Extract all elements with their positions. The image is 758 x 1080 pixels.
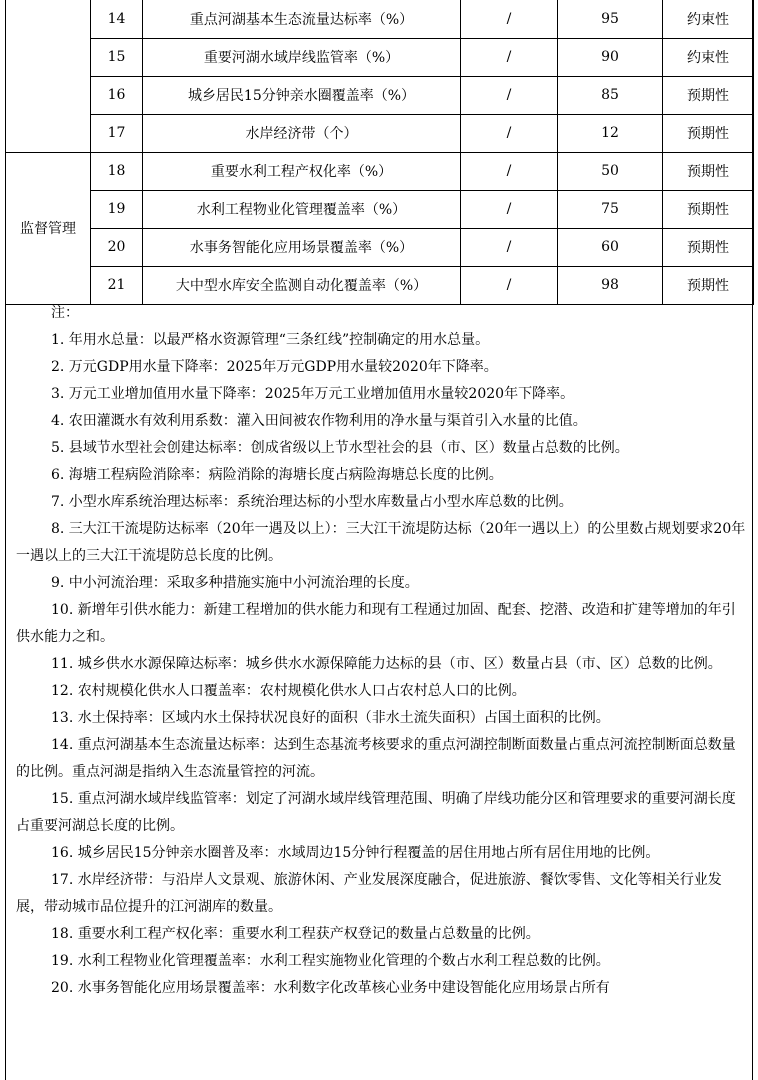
target-value: 98: [558, 266, 663, 304]
indicator-name: 重要河湖水域岸线监管率（%）: [143, 38, 461, 76]
baseline-value: /: [461, 76, 558, 114]
table-row: [6, 190, 754, 228]
baseline-value: /: [461, 190, 558, 228]
note-item: 17. 水岸经济带：与沿岸人文景观、旅游休闲、产业发展深度融合，促进旅游、餐饮零售、文化等相关行业发展，带动城市品位提升的江河湖库的数量。: [16, 872, 722, 915]
note-item: 9. 中小河流治理：采取多种措施实施中小河流治理的长度。: [51, 575, 419, 591]
note-item: 16. 城乡居民15分钟亲水圈普及率：水域周边15分钟行程覆盖的居住用地占所有居住用地的比例。: [51, 845, 660, 861]
target-value: 50: [558, 152, 663, 190]
indicator-attribute: 预期性: [663, 76, 754, 114]
notes-label: 注：: [51, 305, 79, 321]
baseline-value: /: [461, 38, 558, 76]
note-item: 11. 城乡供水水源保障达标率：城乡供水水源保障能力达标的县（市、区）数量占县（市、区）总数的比例。: [51, 656, 722, 672]
note-item: 14. 重点河湖基本生态流量达标率：达到生态基流考核要求的重点河湖控制断面数量占重点河流控制断面总数量的比例。重点河湖是指纳入生态流量管控的河流。: [16, 737, 736, 780]
indicator-attribute: 预期性: [663, 190, 754, 228]
indicator-attribute: 约束性: [663, 0, 754, 38]
table-row: [6, 266, 754, 304]
indicator-name: 城乡居民15分钟亲水圈覆盖率（%）: [143, 76, 461, 114]
note-item: 2. 万元GDP用水量下降率：2025年万元GDP用水量较2020年下降率。: [51, 359, 498, 375]
indicator-name: 大中型水库安全监测自动化覆盖率（%）: [143, 266, 461, 304]
row-number: 19: [91, 190, 143, 228]
row-number: 14: [91, 0, 143, 38]
target-value: 60: [558, 228, 663, 266]
note-item: 6. 海塘工程病险消除率：病险消除的海塘长度占病险海塘总长度的比例。: [51, 467, 503, 483]
row-number: 21: [91, 266, 143, 304]
note-item: 8. 三大江干流堤防达标率（20年一遇及以上）：三大江干流堤防达标（20年一遇以上）的公里数占规划要求20年一遇以上的三大江干流堤防总长度的比例。: [16, 521, 746, 564]
indicator-name: 水岸经济带（个）: [143, 114, 461, 152]
target-value: 75: [558, 190, 663, 228]
table-row: [6, 228, 754, 266]
indicator-table: [5, 0, 754, 305]
note-item: 1. 年用水总量：以最严格水资源管理“三条红线”控制确定的用水总量。: [51, 332, 490, 348]
row-number: 15: [91, 38, 143, 76]
note-item: 5. 县域节水型社会创建达标率：创成省级以上节水型社会的县（市、区）数量占总数的比例。: [51, 440, 629, 456]
row-number: 16: [91, 76, 143, 114]
notes-section: [16, 300, 746, 1002]
note-item: 7. 小型水库系统治理达标率：系统治理达标的小型水库数量占小型水库总数的比例。: [51, 494, 573, 510]
table-row: [6, 152, 754, 190]
note-item: 15. 重点河湖水域岸线监管率：划定了河湖水域岸线管理范围、明确了岸线功能分区和管理要求的重要河湖长度占重要河湖总长度的比例。: [16, 791, 736, 834]
target-value: 90: [558, 38, 663, 76]
indicator-attribute: 预期性: [663, 228, 754, 266]
baseline-value: /: [461, 228, 558, 266]
table-row: [6, 76, 754, 114]
note-item: 12. 农村规模化供水人口覆盖率：农村规模化供水人口占农村总人口的比例。: [51, 683, 526, 699]
target-value: 95: [558, 0, 663, 38]
table-row: [6, 0, 754, 38]
baseline-value: /: [461, 152, 558, 190]
note-item: 20. 水事务智能化应用场景覆盖率：水利数字化改革核心业务中建设智能化应用场景占所有: [51, 980, 610, 996]
indicator-name: 重点河湖基本生态流量达标率（%）: [143, 0, 461, 38]
baseline-value: /: [461, 114, 558, 152]
row-number: 18: [91, 152, 143, 190]
note-item: 18. 重要水利工程产权化率：重要水利工程获产权登记的数量占总数量的比例。: [51, 926, 540, 942]
indicator-attribute: 约束性: [663, 38, 754, 76]
baseline-value: /: [461, 0, 558, 38]
note-item: 19. 水利工程物业化管理覆盖率：水利工程实施物业化管理的个数占水利工程总数的比例。: [51, 953, 610, 969]
category-cell: 监督管理: [6, 152, 91, 304]
row-number: 17: [91, 114, 143, 152]
note-item: 13. 水土保持率：区域内水土保持状况良好的面积（非水土流失面积）占国土面积的比例。: [51, 710, 610, 726]
note-item: 4. 农田灌溉水有效利用系数：灌入田间被农作物利用的净水量与渠首引入水量的比值。: [51, 413, 587, 429]
indicator-name: 重要水利工程产权化率（%）: [143, 152, 461, 190]
note-item: 3. 万元工业增加值用水量下降率：2025年万元工业增加值用水量较2020年下降率。: [51, 386, 575, 402]
table-row: [6, 38, 754, 76]
indicator-name: 水事务智能化应用场景覆盖率（%）: [143, 228, 461, 266]
note-item: 10. 新增年引供水能力：新建工程增加的供水能力和现有工程通过加固、配套、挖潜、改造和扩建等增加的年引供水能力之和。: [16, 602, 736, 645]
table-row: [6, 114, 754, 152]
category-cell: [6, 0, 91, 152]
indicator-attribute: 预期性: [663, 152, 754, 190]
row-number: 20: [91, 228, 143, 266]
target-value: 12: [558, 114, 663, 152]
target-value: 85: [558, 76, 663, 114]
baseline-value: /: [461, 266, 558, 304]
indicator-attribute: 预期性: [663, 266, 754, 304]
indicator-attribute: 预期性: [663, 114, 754, 152]
indicator-name: 水利工程物业化管理覆盖率（%）: [143, 190, 461, 228]
